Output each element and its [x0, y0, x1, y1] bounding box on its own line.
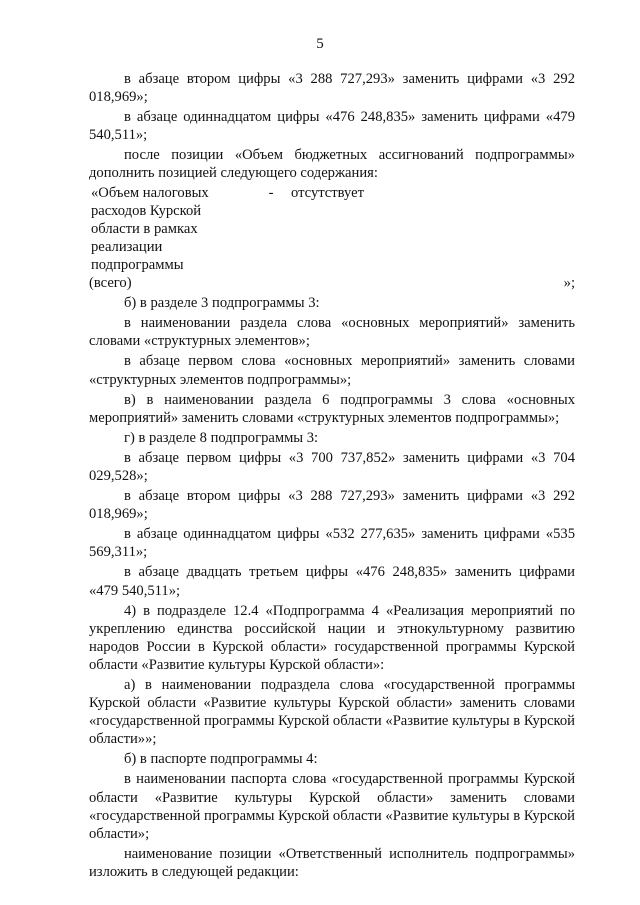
paragraph: в абзаце первом слова «основных мероприятий» заменить словами «структурных элементов подпрограммы»;	[89, 353, 575, 388]
position-name-line: (всего)	[89, 275, 132, 292]
paragraph: в абзаце втором цифры «3 288 727,293» заменить цифрами «3 292 018,969»;	[89, 71, 575, 106]
paragraph: в абзаце двадцать третьем цифры «476 248,835» заменить цифрами «479 540,511»;	[89, 564, 575, 599]
paragraph: б) в паспорте подпрограммы 4:	[124, 751, 318, 768]
paragraph: г) в разделе 8 подпрограммы 3:	[124, 429, 319, 446]
paragraph: в наименовании паспорта слова «государственной программы Курской области «Развитие культуры Курской области» заменить словами «государственной программы Курской области «Развитие культуры в Курской области»;	[89, 771, 575, 842]
position-name-line: области в рамках	[91, 220, 198, 237]
paragraph: в) в наименовании раздела 6 подпрограммы 3 слова «основных мероприятий» заменить словами «структурных элементов подпрограммы»;	[89, 391, 575, 426]
paragraph: в абзаце втором цифры «3 288 727,293» заменить цифрами «3 292 018,969»;	[89, 488, 575, 523]
paragraph: в наименовании раздела слова «основных мероприятий» заменить словами «структурных элементов»;	[89, 315, 575, 350]
page-number: 5	[316, 36, 324, 52]
paragraph: в абзаце одиннадцатом цифры «476 248,835» заменить цифрами «479 540,511»;	[89, 109, 575, 144]
value-cell: отсутствует	[291, 184, 365, 201]
position-name-line: «Объем налоговых	[91, 184, 209, 201]
paragraph: а) в наименовании подраздела слова «государственной программы Курской области «Развитие культуры Курской области» заменить словами «государственной программы Курской области «Развитие культуры в Курской области»»;	[89, 677, 575, 748]
position-name-line: реализации	[91, 238, 163, 255]
closing-quote: »;	[563, 275, 575, 292]
paragraph: 4) в подразделе 12.4 «Подпрограмма 4 «Реализация мероприятий по укреплению единства российской нации и этнокультурному развитию народов России в Курской области» государственной программы Курской области «Развитие культуры Курской области»:	[89, 602, 575, 673]
paragraph: в абзаце одиннадцатом цифры «532 277,635» заменить цифрами «535 569,311»;	[89, 526, 575, 561]
paragraph: после позиции «Объем бюджетных ассигнований подпрограммы» дополнить позицией следующего содержания:	[89, 147, 575, 182]
dash-cell: -	[268, 184, 274, 201]
paragraph: б) в разделе 3 подпрограммы 3:	[124, 295, 320, 312]
document-body	[89, 70, 575, 881]
paragraph: в абзаце первом цифры «3 700 737,852» заменить цифрами «3 704 029,528»;	[89, 449, 575, 484]
position-name-cell	[89, 184, 251, 274]
paragraph: наименование позиции «Ответственный исполнитель подпрограммы» изложить в следующей редакции:	[89, 845, 575, 880]
position-name-line: расходов Курской	[91, 202, 202, 219]
table-last-row	[89, 274, 575, 292]
position-name-line: подпрограммы	[91, 256, 184, 273]
inserted-position-table	[89, 184, 575, 274]
